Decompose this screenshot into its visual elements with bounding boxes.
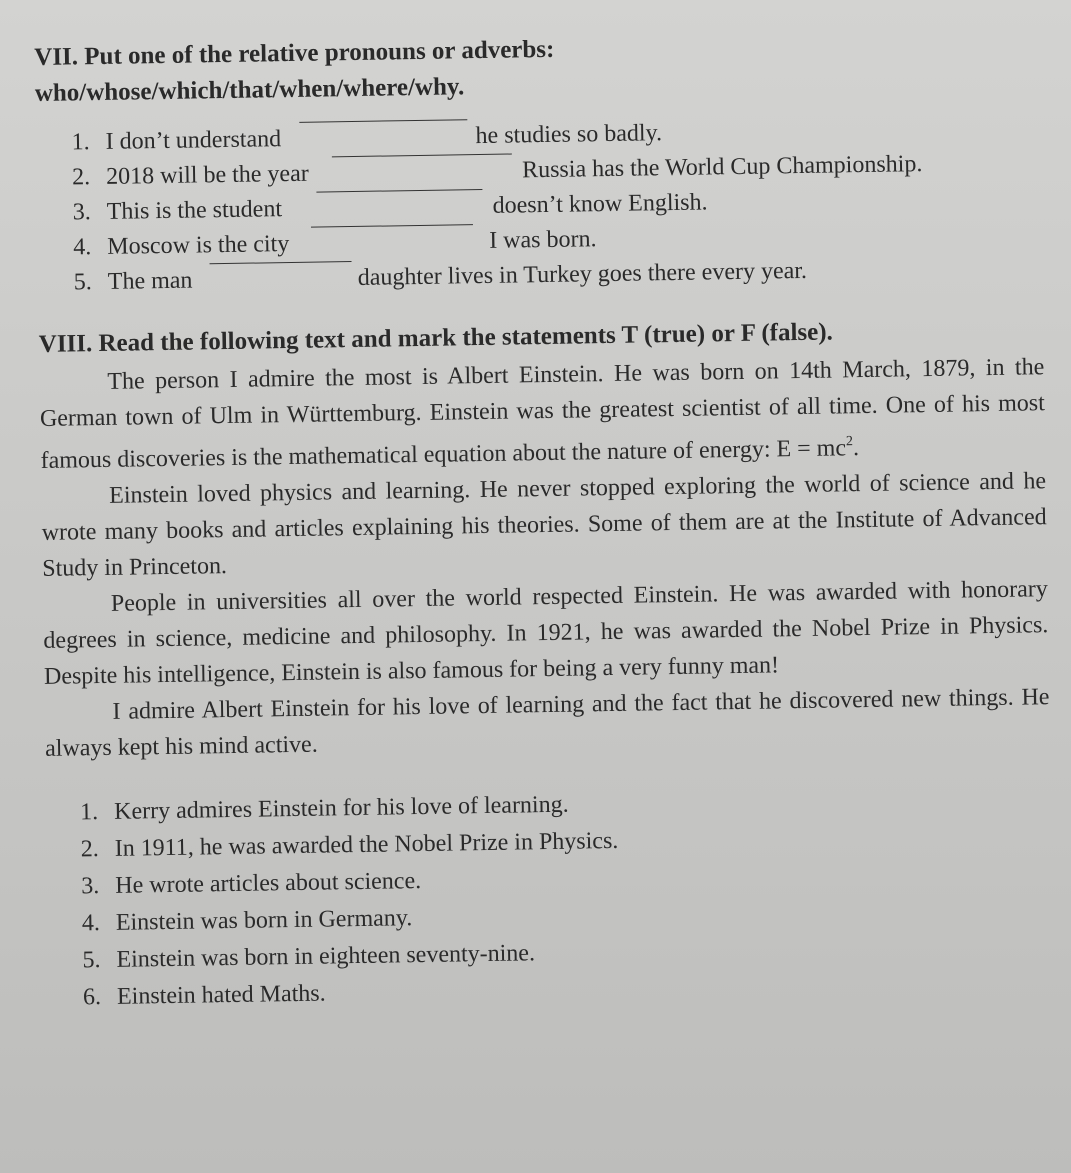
section-7-heading: VII. Put one of the relative pronouns or adverbs: (34, 35, 555, 71)
statement-number: 3. (81, 873, 100, 900)
paragraph-1-text: The person I admire the most is Albert Einstein. He was born on 14th March, 1879, in the German town of Ulm in Württemburg. Einstein was the greatest scientist of all time. One of his most famous discoveries is the mathematical equation about the nature of energy: E = mc (39, 354, 1046, 474)
statement-text: Einstein was born in Germany. (115, 905, 413, 936)
sentence-end: daughter lives in Turkey goes there every year. (357, 257, 808, 291)
sentence-start: The man (107, 267, 193, 295)
statement-number: 6. (82, 984, 102, 1011)
item-number: 4. (73, 234, 92, 261)
sentence-end: he studies so badly. (475, 120, 663, 150)
sentence-start: Moscow is the city (107, 231, 290, 260)
statement-text: He wrote articles about science. (115, 868, 422, 899)
paragraph-1-end: . (852, 435, 860, 462)
statement-list (46, 779, 1054, 1017)
worksheet-sheet (34, 24, 1054, 1017)
statement-text: Einstein hated Maths. (116, 980, 326, 1010)
section-8-heading: VIII. Read the following text and mark the statements T (true) or F (false). (38, 318, 834, 358)
item-number: 2. (71, 164, 91, 191)
sentence-start: This is the student (106, 196, 283, 225)
sentence-start: I don’t understand (105, 126, 282, 155)
statement-text: Einstein was born in eighteen seventy-nine. (116, 940, 536, 973)
statement-number: 1. (79, 799, 99, 826)
answer-blank[interactable] (299, 119, 467, 123)
sentence-end: Russia has the World Cup Championship. (521, 151, 923, 184)
item-number: 1. (71, 129, 90, 156)
sentence-start: 2018 will be the year (105, 160, 309, 190)
statement-number: 4. (81, 910, 101, 937)
statement-number: 5. (82, 947, 101, 974)
text-paragraph-1 (39, 349, 1046, 479)
sentence-end: doesn’t know English. (492, 189, 708, 219)
sentence-end: I was born. (489, 226, 597, 254)
statement-number: 2. (80, 836, 99, 863)
text-paragraph-2: Einstein loved physics and learning. He never stopped exploring the world of science and he wrote many books and articles explaining his theories. Some of them are at the Institute of Advanced Study in Princeton. (41, 468, 1047, 582)
statement-text: Kerry admires Einstein for his love of learning. (113, 791, 569, 825)
gap-fill-list (35, 110, 1043, 301)
statement-text: In 1911, he was awarded the Nobel Prize in Physics. (114, 827, 619, 862)
section-8 (39, 311, 1055, 1017)
superscript-two: 2 (845, 434, 854, 450)
pronoun-list: who/whose/which/that/when/where/why. (34, 73, 465, 107)
item-number: 3. (72, 199, 91, 226)
text-paragraph-3: People in universities all over the world respected Einstein. He was awarded with honorary degrees in science, medicine and philosophy. In 1921, he was awarded the Nobel Prize in Physics. Despite his intelligence, Einstein is also famous for being a very funny man! (43, 576, 1049, 690)
text-paragraph-4: I admire Albert Einstein for his love of learning and the fact that he discovered new things. He always kept his mind active. (44, 684, 1050, 762)
item-number: 5. (73, 269, 93, 296)
